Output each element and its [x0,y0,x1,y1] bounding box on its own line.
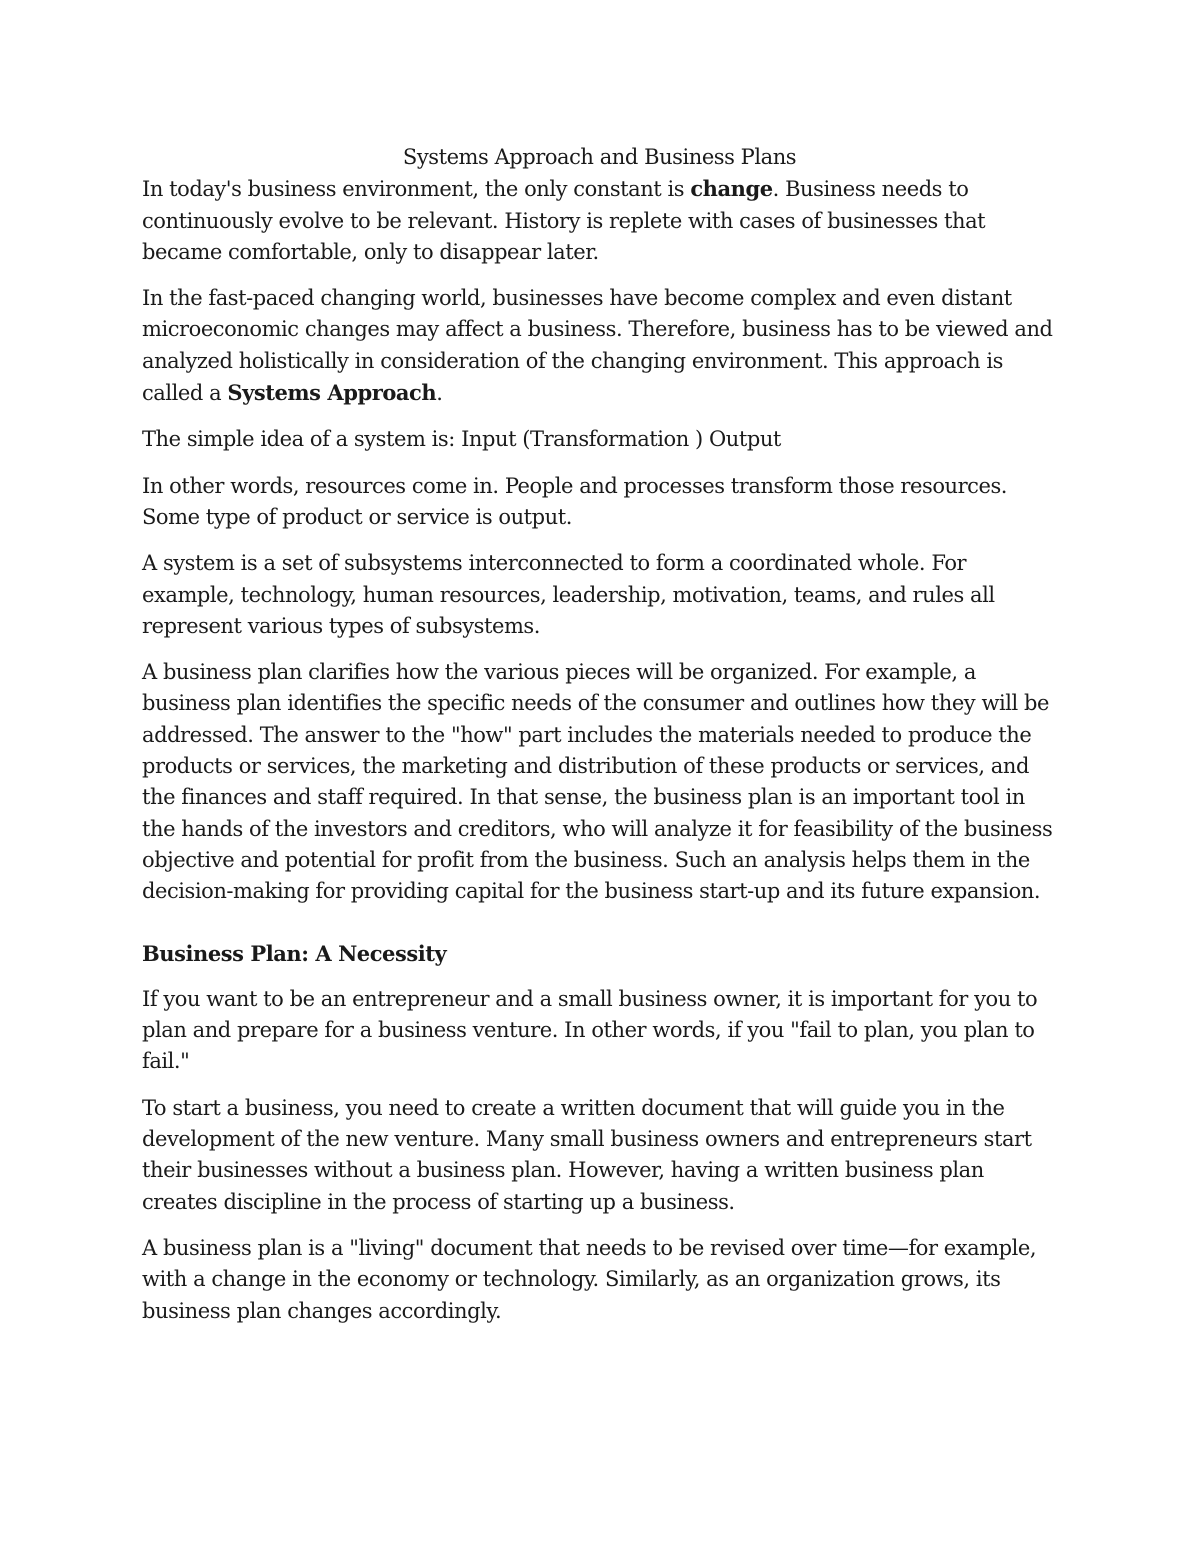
document-page [142,142,1057,1342]
paragraph-systems-approach [142,283,1057,409]
paragraph-intro-bold: change [690,176,773,202]
paragraph-intro [142,173,1057,268]
paragraph-entrepreneur: If you want to be an entrepreneur and a small business owner, it is important for you to plan and prepare for a business venture. In other words, if you "fail to plan, you plan to fail." [142,986,1038,1074]
paragraph-resources: In other words, resources come in. People and processes transform those resources. Some type of product or service is output. [142,473,1008,529]
document-title: Systems Approach and Business Plans [402,145,797,169]
section-heading: Business Plan: A Necessity [142,940,447,966]
paragraph-living-document: A business plan is a "living" document that needs to be revised over time—for example, with a change in the economy or technology. Similarly, as an organization grows, its business plan changes accordingly. [142,1235,1037,1323]
paragraph-business-plan: A business plan clarifies how the various pieces will be organized. For example, a business plan identifies the specific needs of the consumer and outlines how they will be addressed. The answer to the "how" part includes the materials needed to produce the products or services, the marketing and distribution of these products or services, and the finances and staff required. In that sense, the business plan is an important tool in the hands of the investors and creditors, who will analyze it for feasibility of the business objective and potential for profit from the business. Such an analysis helps them in the decision-making for providing capital for the business start-up and its future expansion. [142,660,1053,904]
paragraph-system-idea: The simple idea of a system is: Input (Transformation ) Output [142,427,781,452]
paragraph-systems-text-before: In the fast-paced changing world, businesses have become complex and even distant microeconomic changes may affect a business. Therefore, business has to be viewed and analyzed holistically in consideration of the changing environment. This approach is called a [142,286,1053,406]
paragraph-start-business: To start a business, you need to create a written document that will guide you in the development of the new venture. Many small business owners and entrepreneurs start their businesses without a business plan. However, having a written business plan creates discipline in the process of starting up a business. [142,1095,1032,1214]
paragraph-subsystems: A system is a set of subsystems interconnected to form a coordinated whole. For example, technology, human resources, leadership, motivation, teams, and rules all represent various types of subsystems. [142,551,995,638]
paragraph-systems-text-after: . [436,381,443,406]
paragraph-intro-text-before: In today's business environment, the only constant is [142,177,691,202]
paragraph-systems-bold: Systems Approach [227,380,437,406]
paragraph-intro-text-after: . Business needs to continuously evolve to be relevant. History is replete with cases of businesses that became comfortable, only to disappear later. [142,177,986,264]
